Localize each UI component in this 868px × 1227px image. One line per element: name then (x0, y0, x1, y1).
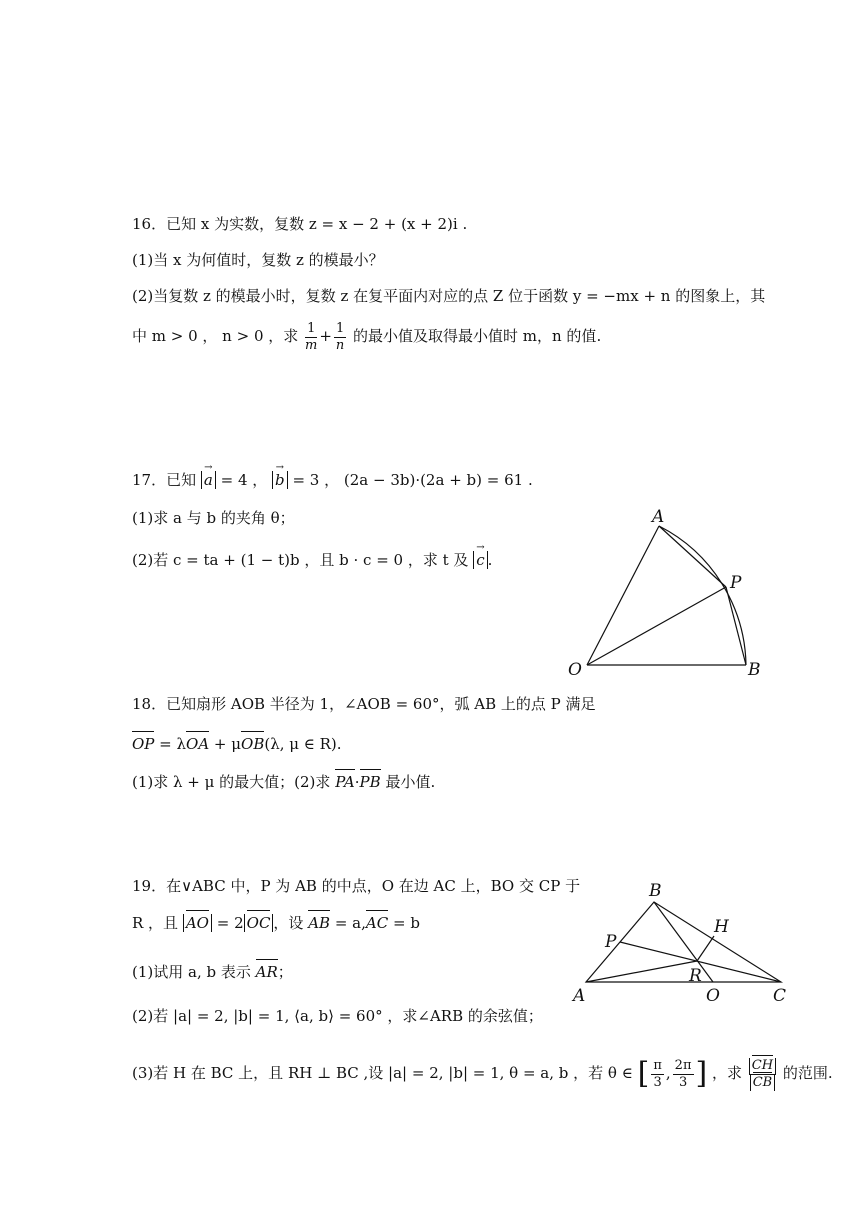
q18-parts: (1)求 λ + μ 的最大值；(2)求 PA·PB 最小值. (132, 773, 436, 791)
fraction-1-over-n: $\frac{1}{n}$ (335, 320, 345, 353)
label-O: O (568, 660, 582, 680)
q19-part2: (2)若 |a| = 2, |b| = 1, ⟨a, b⟩ = 60° ，求∠ARB 的余弦值； (132, 1007, 543, 1025)
label-P: P (605, 932, 617, 952)
q16-part2-pre: 中 m > 0 ， n > 0 ，求 (132, 327, 299, 345)
fraction-CH-over-CB: $\frac{CH}{CB}$ (749, 1058, 776, 1091)
q16-part2-line1: (2)当复数 z 的模最小时，复数 z 在复平面内对应的点 Z 位于函数 y = −mx + n 的图象上，其 (132, 287, 766, 305)
segment-BO (654, 902, 713, 982)
plus-sign: + (319, 327, 332, 345)
q16-stem: 16．已知 x 为实数，复数 z = x − 2 + (x + 2)i . (132, 215, 468, 233)
arc-AB (659, 526, 746, 665)
q16-part1: (1)当 x 为何值时，复数 z 的模最小？ (132, 251, 384, 269)
label-H: H (714, 917, 729, 937)
q17-stem: 17．已知 → a = 4 ， → b = 3 ， (2a − 3b)·(2a + b) = 61 . (132, 470, 533, 490)
q19-part3: (3)若 H 在 BC 上，且 RH ⊥ BC ,设 |a| = 2, |b| = 1, θ = a, b ，若 θ ∈ [ $\frac{\pi}{3}$ , $\frac{2\pi}{3}$ ] ，求 $\frac{CH}{CB}$ 的范围. (132, 1056, 833, 1091)
q16-part2-line2 (132, 318, 601, 354)
segment-RH (697, 936, 714, 961)
fraction-2pi-over-3: $\frac{2\pi}{3}$ (674, 1057, 692, 1090)
q19-part1: (1)试用 a, b 表示 AR； (132, 963, 293, 981)
label-R: R (689, 966, 702, 986)
label-C: C (773, 986, 787, 1006)
triangle-figure (565, 875, 805, 1010)
q16-part2-post: 的最小值及取得最小值时 m，n 的值. (353, 327, 602, 345)
sector-figure (560, 500, 780, 690)
fraction-1-over-m: $\frac{1}{m}$ (305, 320, 318, 353)
label-A: A (652, 507, 665, 527)
q17-part2: (2)若 c = ta + (1 − t)b ，且 b · c = 0 ，求 t 及 → c . (132, 550, 492, 570)
label-B: B (748, 660, 761, 680)
q17-expression: (2a − 3b)·(2a + b) = 61 . (343, 471, 533, 489)
q19-stem: 19．在∨ABC 中，P 为 AB 的中点，O 在边 AC 上，BO 交 CP 于 (132, 877, 581, 895)
abs-c: → c (473, 551, 487, 569)
q18-stem: 18．已知扇形 AOB 半径为 1，∠AOB = 60°，弧 AB 上的点 P 满足 (132, 695, 596, 713)
label-B: B (649, 881, 662, 901)
q19-line2: R ，且 AO = 2 OC ，设 AB = a,AC = b (132, 914, 420, 932)
label-P: P (730, 573, 742, 593)
abs-a: → a (201, 471, 216, 489)
chord-AP (659, 526, 726, 587)
q17-part1: (1)求 a 与 b 的夹角 θ； (132, 509, 295, 527)
label-O: O (706, 986, 720, 1006)
abs-b: → b (272, 471, 288, 489)
chord-PB (726, 587, 746, 665)
label-A: A (573, 986, 586, 1006)
q18-equation: OP = λOA + μOB(λ, μ ∈ R). (132, 735, 342, 753)
segment-AR (586, 961, 697, 982)
fraction-pi-over-3: $\frac{\pi}{3}$ (653, 1057, 662, 1090)
